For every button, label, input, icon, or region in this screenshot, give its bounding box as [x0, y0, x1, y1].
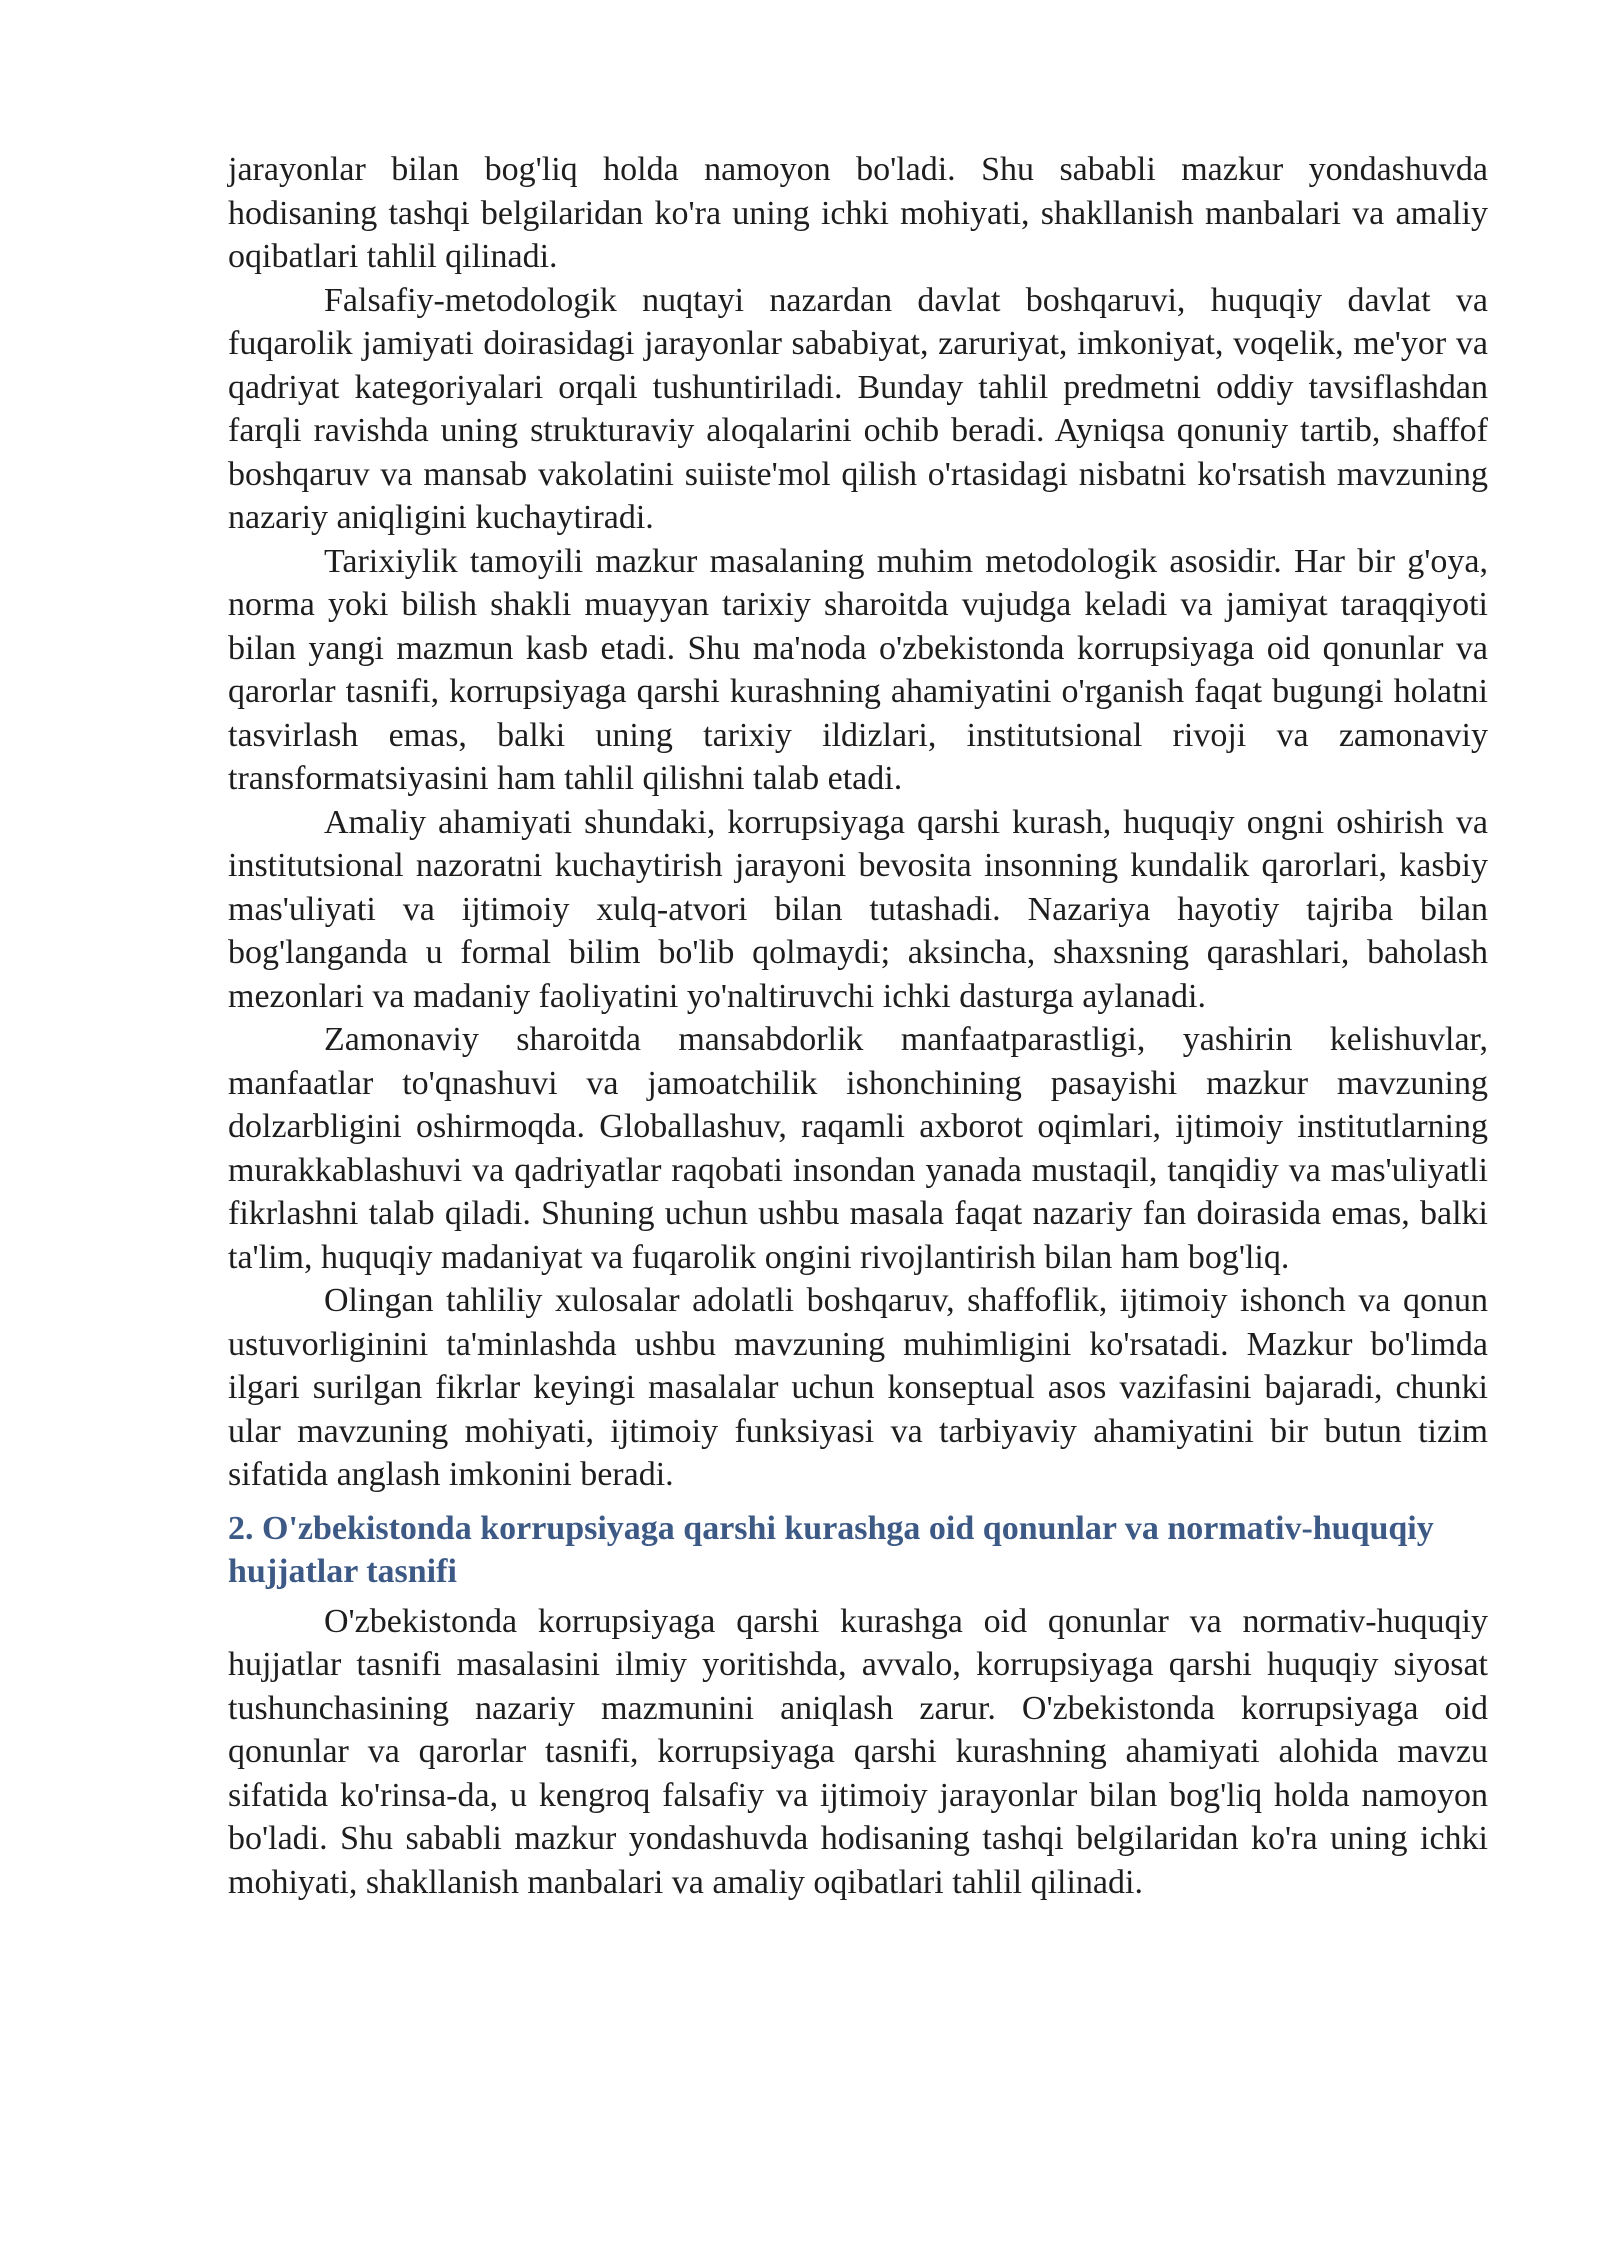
body-paragraph: Zamonaviy sharoitda mansabdorlik manfaatparastligi, yashirin kelishuvlar, manfaatlar to'qnashuvi va jamoatchilik ishonchining pasayishi mazkur mavzuning dolzarbligini oshirmoqda. Globallashuv, raqamli axborot oqimlari, ijtimoiy institutlarning murakkablashuvi va qadriyatlar raqobati insondan yanada mustaqil, tanqidiy va mas'uliyatli fikrlashni talab qiladi. Shuning uchun ushbu masala faqat nazariy fan doirasida emas, balki ta'lim, huquqiy madaniyat va fuqarolik ongini rivojlantirish bilan ham bog'liq.: [228, 1021, 1488, 1276]
body-paragraph: O'zbekistonda korrupsiyaga qarshi kurashga oid qonunlar va normativ-huquqiy hujjatlar tasnifi masalasini ilmiy yoritishda, avvalo, korrupsiyaga qarshi huquqiy siyosat tushunchasining nazariy mazmunini aniqlash zarur. O'zbekistonda korrupsiyaga oid qonunlar va qarorlar tasnifi, korrupsiyaga qarshi kurashning ahamiyati alohida mavzu sifatida ko'rinsa-da, u kengroq falsafiy va ijtimoiy jarayonlar bilan bog'liq holda namoyon bo'ladi. Shu sababli mazkur yondashuvda hodisaning tashqi belgilaridan ko'ra uning ichki mohiyati, shakllanish manbalari va amaliy oqibatlari tahlil qilinadi.: [228, 1602, 1488, 1901]
body-paragraph: Tarixiylik tamoyili mazkur masalaning muhim metodologik asosidir. Har bir g'oya, norma yoki bilish shakli muayyan tarixiy sharoitda vujudga keladi va jamiyat taraqqiyoti bilan yangi mazmun kasb etadi. Shu ma'noda o'zbekistonda korrupsiyaga oid qonunlar va qarorlar tasnifi, korrupsiyaga qarshi kurashning ahamiyatini o'rganish faqat bugungi holatni tasvirlash emas, balki uning tarixiy ildizlari, institutsional rivoji va zamonaviy transformatsiyasini ham tahlil qilishni talab etadi.: [228, 542, 1488, 797]
body-paragraph: Amaliy ahamiyati shundaki, korrupsiyaga qarshi kurash, huquqiy ongni oshirish va institutsional nazoratni kuchaytirish jarayoni bevosita insonning kundalik qarorlari, kasbiy mas'uliyati va ijtimoiy xulq-atvori bilan tutashadi. Nazariya hayotiy tajriba bilan bog'langanda u formal bilim bo'lib qolmaydi; aksincha, shaxsning qarashlari, baholash mezonlari va madaniy faoliyatini yo'naltiruvchi ichki dasturga aylanadi.: [228, 803, 1488, 1015]
body-paragraph: Olingan tahliliy xulosalar adolatli boshqaruv, shaffoflik, ijtimoiy ishonch va qonun ustuvorliginini ta'minlashda ushbu mavzuning muhimligini ko'rsatadi. Mazkur bo'limda ilgari surilgan fikrlar keyingi masalalar uchun konseptual asos vazifasini bajaradi, chunki ular mavzuning mohiyati, ijtimoiy funksiyasi va tarbiyaviy ahamiyatini bir butun tizim sifatida anglash imkonini beradi.: [228, 1282, 1488, 1493]
body-paragraph: Falsafiy-metodologik nuqtayi nazardan davlat boshqaruvi, huquqiy davlat va fuqarolik jamiyati doirasidagi jarayonlar sababiyat, zaruriyat, imkoniyat, voqelik, me'yor va qadriyat kategoriyalari orqali tushuntiriladi. Bunday tahlil predmetni oddiy tavsiflashdan farqli ravishda uning strukturaviy aloqalarini ochib beradi. Ayniqsa qonuniy tartib, shaffof boshqaruv va mansab vakolatini suiiste'mol qilish o'rtasidagi nisbatni ko'rsatish mavzuning nazariy aniqligini kuchaytiradi.: [228, 281, 1488, 536]
document-page: [228, 148, 1488, 1904]
body-paragraph: jarayonlar bilan bog'liq holda namoyon bo'ladi. Shu sababli mazkur yondashuvda hodisaning tashqi belgilaridan ko'ra uning ichki mohiyati, shakllanish manbalari va amaliy oqibatlari tahlil qilinadi.: [228, 151, 1488, 275]
section-heading: 2. O'zbekistonda korrupsiyaga qarshi kurashga oid qonunlar va normativ-huquqiy hujjatlar tasnifi: [228, 1509, 1434, 1590]
